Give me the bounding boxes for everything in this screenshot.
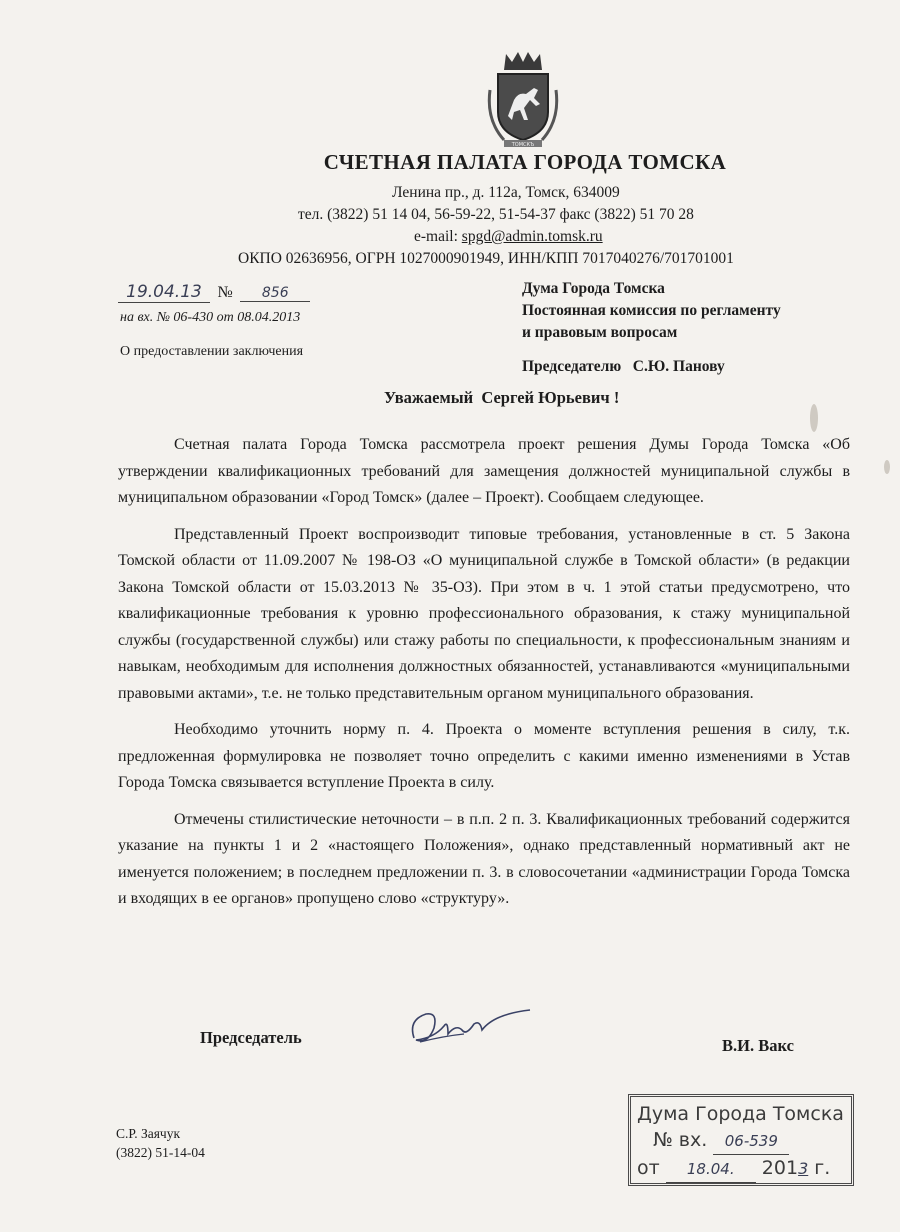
stamp-number-row [637,1127,845,1155]
salutation: Уважаемый Сергей Юрьевич ! [384,388,620,407]
org-email[interactable]: spgd@admin.tomsk.ru [461,228,603,245]
outgoing-number-line [118,282,328,303]
stamp-number-label: № вх. [653,1129,708,1151]
letter-body [118,432,850,923]
org-phones: тел. (3822) 51 14 04, 56-59-22, 51-54-37 факс (3822) 51 70 28 [298,206,694,223]
stamp-year: 201 [761,1157,799,1179]
body-paragraph: Необходимо уточнить норму п. 4. Проекта о моменте вступления решения в силу, т.к. предложенная формулировка не позволяет точно определить с какими именно изменениями в Устав Города Томска связывается вступление Проекта в силу. [118,721,850,791]
stamp-year-digit: 3 [798,1159,809,1178]
body-paragraph: Счетная палата Города Томска рассмотрела проект решения Думы Города Томска «Об утверждении квалификационных требований для замещения должностей муниципальной службы в муниципальном образовании «Город Томск» (далее – Проект). Сообщаем следующее. [118,436,850,506]
letter-subject: О предоставлении заключения [120,344,304,359]
executor-name: С.Р. Заячук [116,1126,181,1141]
addressee-block [522,278,781,378]
org-registry-codes: ОКПО 02636956, ОГРН 1027000901949, ИНН/КПП 7017040276/701701001 [238,250,734,267]
scan-speck [884,460,890,474]
in-reply-reference: на вх. № 06-430 от 08.04.2013 [120,310,301,325]
signatory-name: В.И. Вакс [722,1036,794,1055]
addressee-line: Дума Города Томска [522,280,665,297]
signatory-title: Председатель [200,1028,302,1047]
incoming-registration-stamp [628,1094,854,1186]
addressee-line: и правовым вопросам [522,324,678,341]
stamp-date: 18.04. [666,1156,756,1183]
emblem-caption: ТОМСКЪ [511,142,535,148]
addressee-line: Постоянная комиссия по регламенту [522,302,781,319]
body-paragraph: Отмечены стилистические неточности – в п.п. 2 п. 3. Квалификационных требований содержится указание на пункты 1 и 2 «настоящего Положения», однако представленный нормативный акт не именуется положением; в последнем предложении п. 3. в словосочетании «администрации Города Томска и входящих в ее органов» пропущено слово «структуру». [118,810,850,907]
outgoing-number: 856 [240,285,310,302]
stamp-title: Дума Города Томска [637,1103,844,1125]
body-paragraph: Представленный Проект воспроизводит типовые требования, установленные в ст. 5 Закона Томской области от 11.09.2007 № 198-ОЗ «О муниципальной службе в Томской области» (в редакции Закона Томской области от 15.03.2013 № 35-ОЗ). При этом в ч. 1 этой статьи предусмотрено, что квалификационные требования к уровню профессионального образования, к стажу муниципальной службы (государственной службы) или стажу работы по специальности, к профессиональным знаниям и навыкам, необходимым для исполнения должностных обязанностей, устанавливаются «муниципальными правовыми актами», т.е. не только представительным органом муниципального образования. [118,525,850,702]
executor-info [116,1124,205,1162]
organization-name: СЧЕТНАЯ ПАЛАТА ГОРОДА ТОМСКА [323,150,727,174]
stamp-number: 06-539 [713,1128,789,1155]
org-email-line: e-mail: spgd@admin.tomsk.ru [414,228,603,245]
executor-phone: (3822) 51-14-04 [116,1145,205,1160]
outgoing-date: 19.04.13 [118,282,210,303]
stamp-date-row [637,1155,845,1183]
handwritten-signature-icon [404,1000,534,1056]
outgoing-number-label: № [217,284,233,301]
addressee-recipient: Председателю С.Ю. Панову [522,358,725,375]
tomsk-coat-of-arms-icon [486,50,560,150]
org-address: Ленина пр., д. 112а, Томск, 634009 [392,184,620,201]
scan-speck [810,404,818,432]
stamp-date-label: от [637,1157,660,1179]
stamp-year-suffix: г. [814,1157,831,1179]
